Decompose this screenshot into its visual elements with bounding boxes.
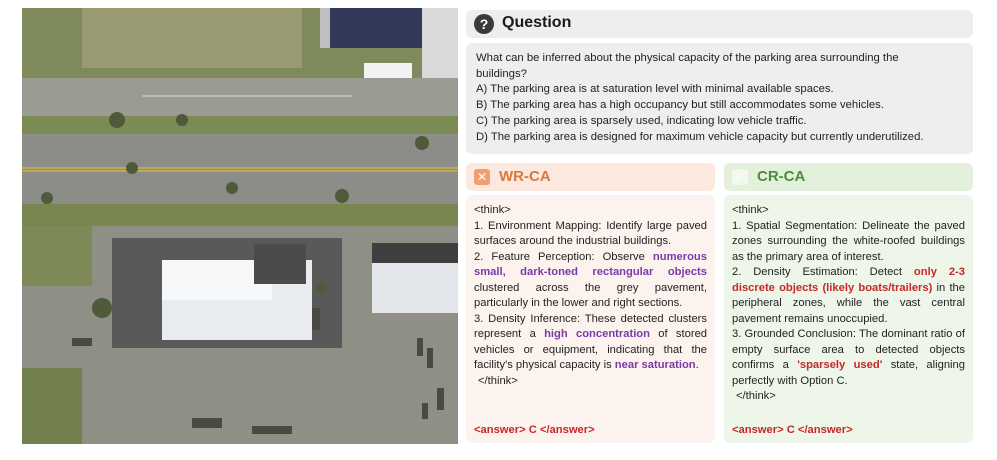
think-open-tag: <think>: [732, 204, 769, 216]
reasoning-step-1: 1. Spatial Segmentation: Delineate the paved zones surrounding the white-roofed buildings as the primary area of interest.: [732, 219, 965, 263]
highlight-phrase: only 2-3 discrete objects (likely boats/trailers): [732, 266, 965, 294]
step-text: 2. Density Estimation: Detect: [732, 266, 914, 278]
think-open-tag: <think>: [474, 204, 511, 216]
think-close-tag: </think>: [478, 374, 518, 387]
question-mark-icon: ?: [474, 14, 494, 34]
highlight-phrase: near saturation: [614, 359, 696, 371]
highlight-phrase: 'sparsely used': [797, 359, 883, 371]
cr-ca-body: [724, 195, 973, 443]
highlight-phrase: high concentration: [544, 328, 650, 340]
reasoning-step-2: [474, 250, 707, 312]
reasoning-step-3: [732, 327, 965, 389]
check-icon: ✓: [732, 169, 748, 185]
step-text: clustered across the grey pavement, particularly in the lower and right sections.: [474, 281, 707, 309]
step-text: of stored vehicles or equipment, indicating that the facility's physical capacity is: [474, 328, 708, 371]
wr-ca-title: WR-CA: [499, 168, 551, 185]
step-text: in the peripheral zones, while the vast central pavement remains unoccupied.: [732, 281, 965, 325]
step-text: 3. Density Inference: These detected clusters represent a: [474, 312, 707, 340]
reasoning-step-1: 1. Environment Mapping: Identify large paved surfaces around the industrial buildings.: [474, 219, 707, 247]
question-prompt-line: buildings?: [476, 67, 527, 80]
step-text: 2. Feature Perception: Observe: [474, 250, 653, 263]
cross-icon: ✕: [474, 169, 490, 185]
think-close-tag: </think>: [736, 390, 776, 402]
reasoning-step-3: [474, 312, 707, 374]
question-body: [466, 43, 973, 154]
question-title: Question: [502, 14, 572, 31]
step-text: 3. Grounded Conclusion: The dominant ratio of empty surface area to detected objects confirms a: [732, 328, 965, 371]
option-c: C) The parking area is sparsely used, indicating low vehicle traffic.: [476, 114, 807, 127]
option-d: D) The parking area is designed for maximum vehicle capacity but currently underutilized.: [476, 130, 924, 143]
wr-ca-header: [466, 163, 715, 191]
option-a: A) The parking area is at saturation level with minimal available spaces.: [476, 83, 834, 96]
highlight-phrase: numerous small, dark-toned rectangular objects: [474, 250, 707, 278]
option-b: B) The parking area has a high occupancy but still accommodates some vehicles.: [476, 99, 884, 112]
step-text: state, aligning perfectly with Option C.: [732, 359, 965, 387]
answer-tag: <answer> C </answer>: [474, 424, 595, 436]
cr-ca-title: CR-CA: [757, 168, 806, 185]
question-prompt-line: What can be inferred about the physical capacity of the parking area surrounding the: [476, 52, 899, 64]
aerial-image-drawing: [22, 8, 458, 444]
cr-ca-header: [724, 163, 973, 191]
step-text: .: [695, 359, 699, 371]
reasoning-step-2: [732, 265, 965, 327]
aerial-image: [22, 8, 458, 444]
question-header: [466, 10, 973, 38]
wr-ca-body: [466, 195, 715, 443]
answer-tag: <answer> C </answer>: [732, 424, 853, 436]
